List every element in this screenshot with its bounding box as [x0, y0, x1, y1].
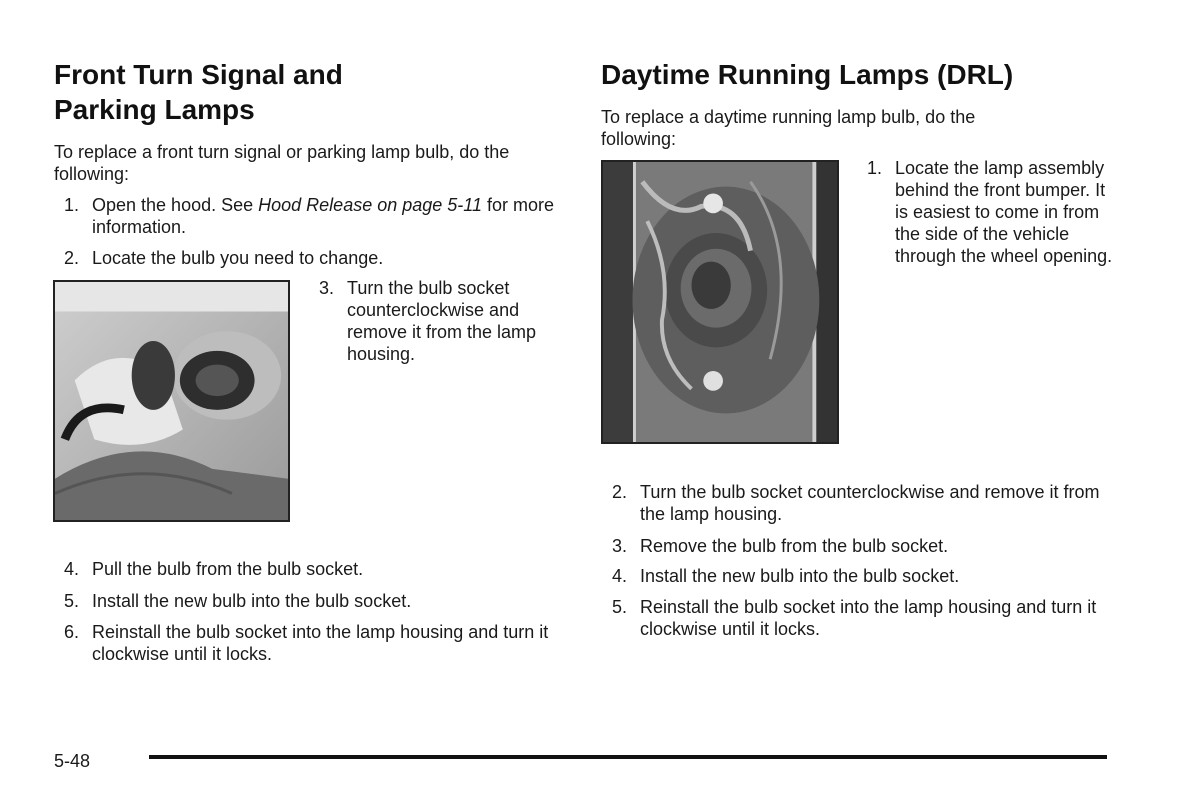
step-number: 1. [64, 195, 80, 215]
step-text: Reinstall the bulb socket into the lamp housing and turn it clockwise until it locks. [640, 597, 1097, 639]
step-number: 3. [612, 536, 628, 556]
step-text: Remove the bulb from the bulb socket. [640, 536, 949, 556]
drl-intro: To replace a daytime running lamp bulb, do the following: [601, 107, 976, 149]
drl-step-1 [867, 157, 1117, 267]
turn-signal-step-5 [64, 590, 554, 612]
section-title-line-2: Parking Lamps [54, 94, 255, 125]
step-number: 3. [319, 278, 335, 298]
turn-signal-step-6 [64, 621, 564, 665]
footer-rule [149, 755, 1107, 759]
step-number: 2. [64, 248, 80, 268]
turn-signal-step-3 [319, 277, 559, 365]
step-number: 5. [612, 597, 628, 617]
step-text: Locate the bulb you need to change. [92, 248, 384, 268]
step-number: 6. [64, 622, 80, 642]
drl-step-3 [612, 535, 1112, 557]
step-number: 5. [64, 591, 80, 611]
turn-signal-intro: To replace a front turn signal or parking lamp bulb, do the following: [54, 142, 510, 184]
turn-signal-step-4 [64, 558, 554, 580]
turn-signal-step-2 [64, 247, 554, 269]
step-text: Install the new bulb into the bulb socket. [92, 591, 412, 611]
step-text: Locate the lamp assembly behind the front bumper. It is easiest to come in from the side of the vehicle through the wheel opening. [895, 158, 1113, 266]
section-title-line-1: Front Turn Signal and [54, 59, 343, 90]
turn-signal-bulb-socket-photo [53, 280, 290, 522]
step-text: Reinstall the bulb socket into the lamp housing and turn it clockwise until it locks. [92, 622, 549, 664]
drl-step-4 [612, 565, 1112, 587]
step-number: 4. [612, 566, 628, 586]
drl-step-5 [612, 596, 1112, 640]
step-text: Open the hood. See [92, 195, 259, 215]
page-number: 5-48 [54, 751, 91, 771]
step-text: Turn the bulb socket counterclockwise and remove it from the lamp housing. [347, 278, 537, 364]
hood-release-reference: Hood Release on page 5-11 [258, 195, 482, 215]
drl-lamp-assembly-photo [601, 160, 839, 444]
step-text: Install the new bulb into the bulb socket. [640, 566, 960, 586]
drl-step-2 [612, 481, 1112, 525]
step-text: Pull the bulb from the bulb socket. [92, 559, 364, 579]
step-number: 1. [867, 158, 883, 178]
step-number: 4. [64, 559, 80, 579]
section-title-drl: Daytime Running Lamps (DRL) [601, 59, 1014, 90]
step-number: 2. [612, 482, 628, 502]
step-text-continued: for more information. [92, 195, 555, 237]
step-text: Turn the bulb socket counterclockwise and remove it from the lamp housing. [640, 482, 1100, 524]
section-title-turn-signal [54, 57, 554, 127]
turn-signal-step-1 [64, 194, 554, 238]
